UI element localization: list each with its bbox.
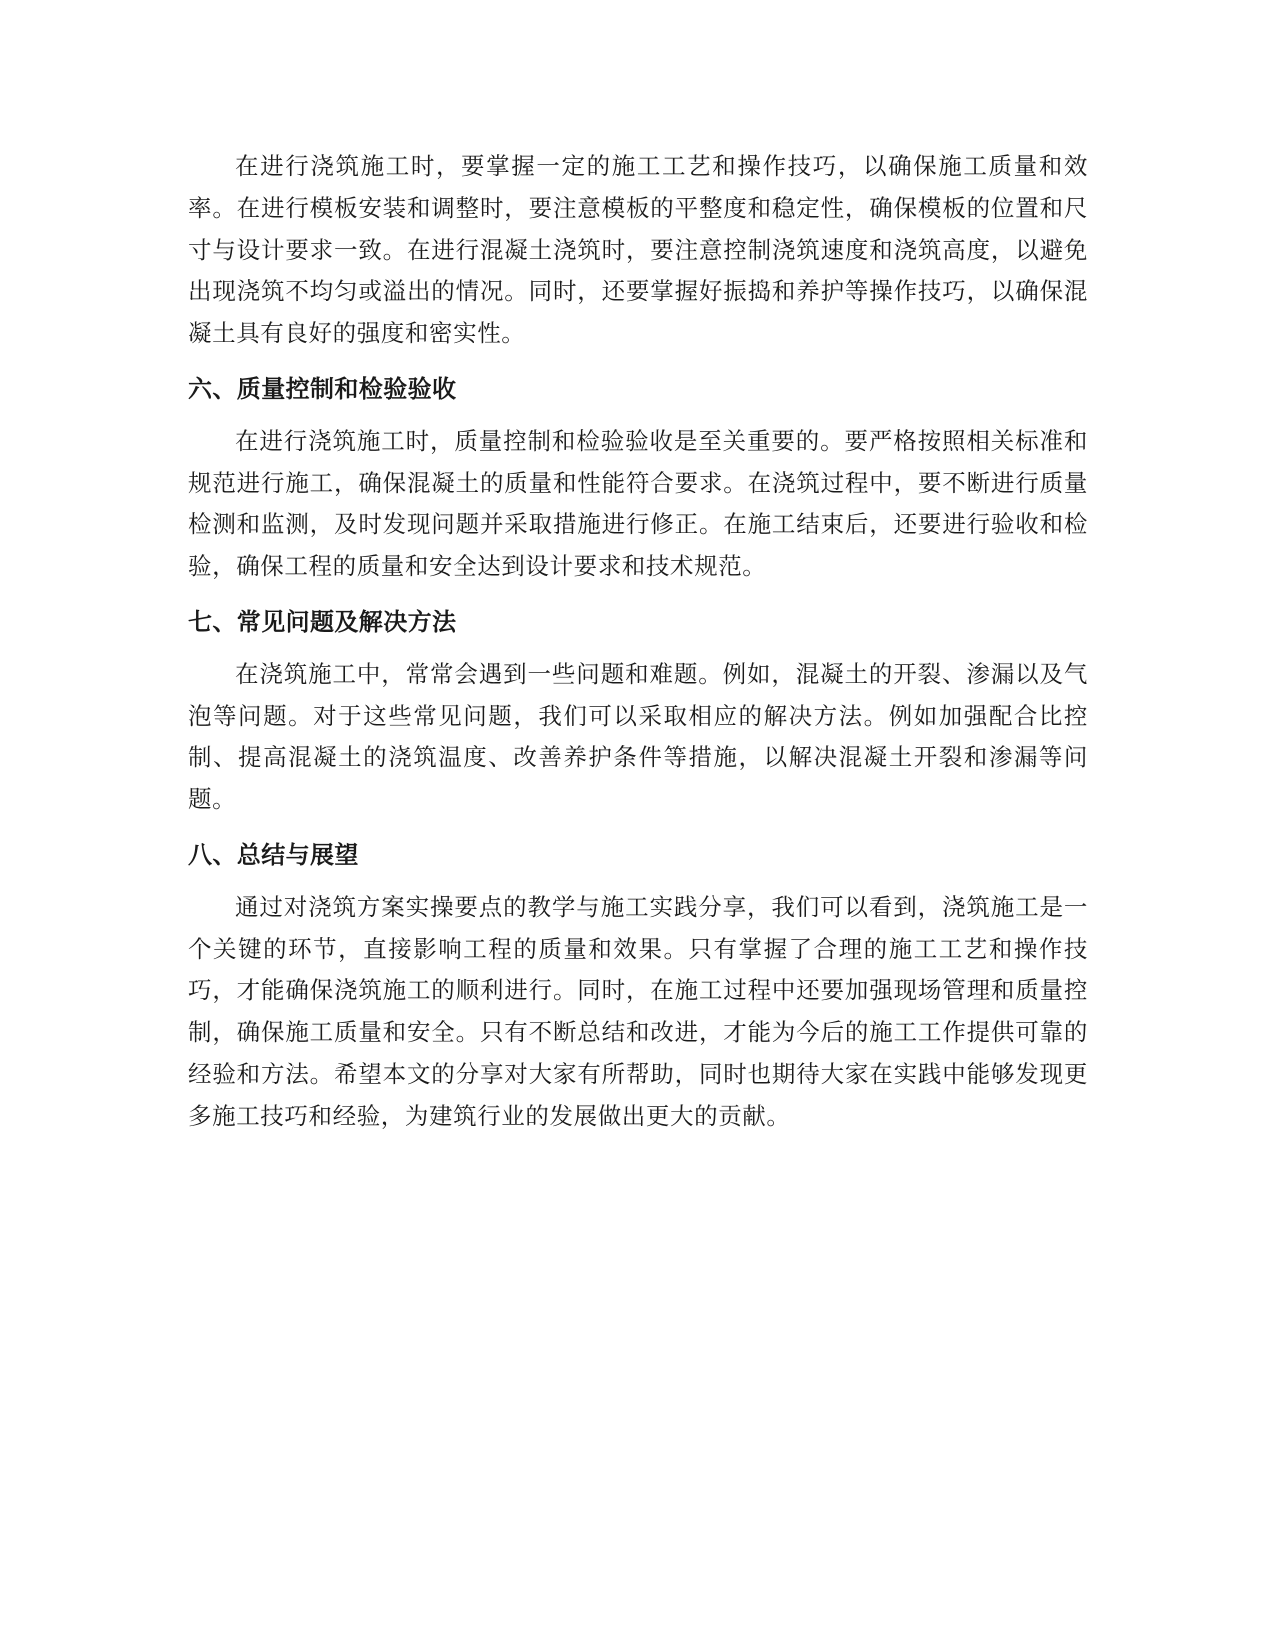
paragraph-summary: 通过对浇筑方案实操要点的教学与施工实践分享，我们可以看到，浇筑施工是一个关键的环节，直接影响工程的质量和效果。只有掌握了合理的施工工艺和操作技巧，才能确保浇筑施工的顺利进行。同时，在施工过程中还要加强现场管理和质量控制，确保施工质量和安全。只有不断总结和改进，才能为今后的施工工作提供可靠的经验和方法。希望本文的分享对大家有所帮助，同时也期待大家在实践中能够发现更多施工技巧和经验，为建筑行业的发展做出更大的贡献。 <box>188 892 1088 1130</box>
paragraph-quality-control: 在进行浇筑施工时，质量控制和检验验收是至关重要的。要严格按照相关标准和规范进行施工，确保混凝土的质量和性能符合要求。在浇筑过程中，要不断进行质量检测和监测，及时发现问题并采取措施进行修正。在施工结束后，还要进行验收和检验，确保工程的质量和安全达到设计要求和技术规范。 <box>188 426 1088 581</box>
section-heading-quality-control: 六、质量控制和检验验收 <box>188 374 457 403</box>
section-heading-common-problems: 七、常见问题及解决方法 <box>188 607 457 636</box>
section-heading-summary: 八、总结与展望 <box>188 840 359 869</box>
document-body <box>188 146 1088 1138</box>
paragraph-construction-techniques: 在进行浇筑施工时，要掌握一定的施工工艺和操作技巧，以确保施工质量和效率。在进行模板安装和调整时，要注意模板的平整度和稳定性，确保模板的位置和尺寸与设计要求一致。在进行混凝土浇筑时，要注意控制浇筑速度和浇筑高度，以避免出现浇筑不均匀或溢出的情况。同时，还要掌握好振捣和养护等操作技巧，以确保混凝土具有良好的强度和密实性。 <box>188 152 1088 348</box>
paragraph-common-problems: 在浇筑施工中，常常会遇到一些问题和难题。例如，混凝土的开裂、渗漏以及气泡等问题。对于这些常见问题，我们可以采取相应的解决方法。例如加强配合比控制、提高混凝土的浇筑温度、改善养护条件等措施，以解决混凝土开裂和渗漏等问题。 <box>188 659 1088 814</box>
